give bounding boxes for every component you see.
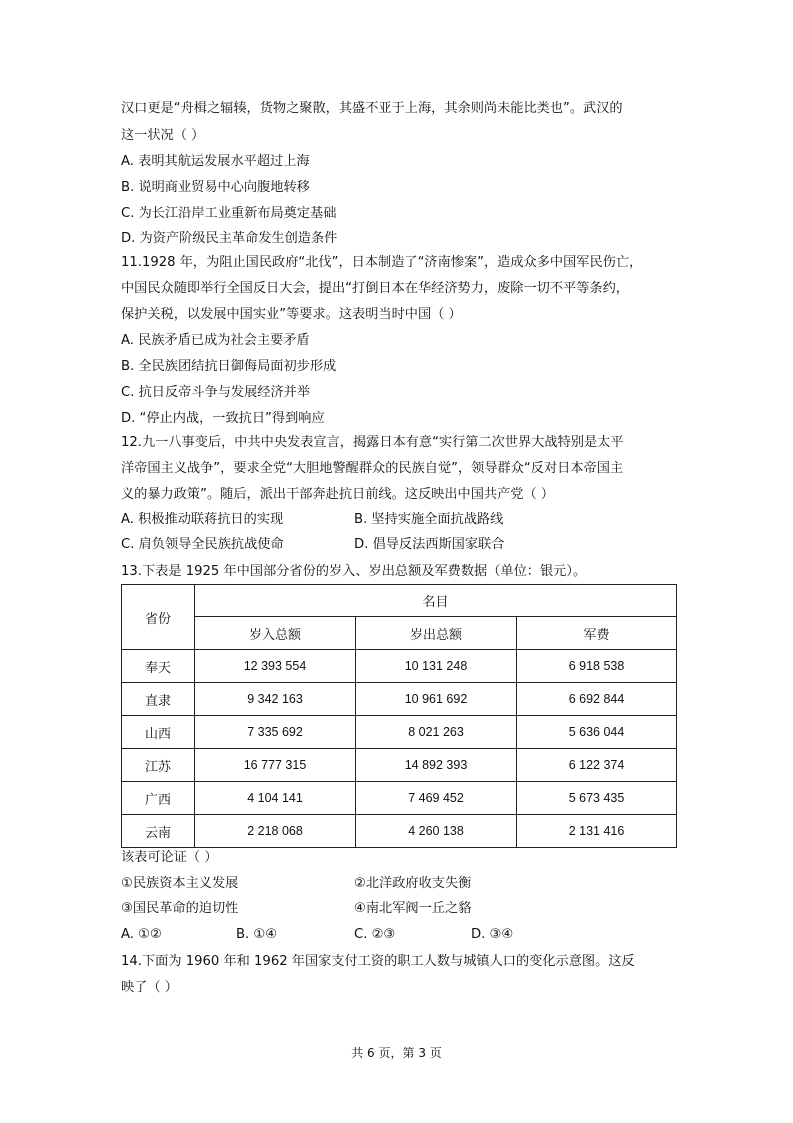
page-footer: 共 6 页，第 3 页 xyxy=(351,1046,442,1060)
provincial-finance-table xyxy=(121,584,677,848)
table-cell-expenditure: 8 021 263 xyxy=(356,716,517,749)
question-13-options-row xyxy=(121,922,677,947)
question-13-stem-line: 13.下表是 1925 年中国部分省份的岁入、岁出总额及军费数据（单位：银元）。 xyxy=(121,564,587,579)
question-11-option-b: B. 全民族团结抗日御侮局面初步形成 xyxy=(121,359,337,374)
question-13-stem xyxy=(121,562,677,582)
table-cell-military: 5 636 044 xyxy=(517,716,677,749)
table-row xyxy=(122,782,677,815)
question-10-option-c: C. 为长江沿岸工业重新布局奠定基础 xyxy=(121,206,337,221)
question-14-stem-line-1: 14.下面为 1960 年和 1962 年国家支付工资的职工人数与城镇人口的变化示意图。这反 xyxy=(121,954,635,969)
table-cell-revenue: 7 335 692 xyxy=(195,716,356,749)
question-13-statements-row-2 xyxy=(121,896,677,921)
question-10-option-a: A. 表明其航运发展水平超过上海 xyxy=(121,154,310,169)
question-10-option-d: D. 为资产阶级民主革命发生创造条件 xyxy=(121,231,338,246)
question-10 xyxy=(121,99,677,249)
table-cell-revenue: 4 104 141 xyxy=(195,782,356,815)
question-13-option-b: B. ①④ xyxy=(236,927,278,942)
question-14-stem-line-2: 映了（ ） xyxy=(121,980,178,995)
table-cell-revenue: 2 218 068 xyxy=(195,815,356,848)
table-cell-military: 5 673 435 xyxy=(517,782,677,815)
question-12 xyxy=(121,433,677,557)
table-header-military: 军费 xyxy=(517,617,677,650)
table-row xyxy=(122,683,677,716)
question-13-option-d: D. ③④ xyxy=(471,927,514,942)
question-12-options-row-2 xyxy=(121,532,677,557)
question-11-stem-line-2: 中国民众随即举行全国反日大会，提出“打倒日本在华经济势力，废除一切不平等条约， xyxy=(121,281,629,296)
table-cell-expenditure: 10 961 692 xyxy=(356,683,517,716)
question-12-stem-line-1: 12.九一八事变后，中共中央发表宣言，揭露日本有意“实行第二次世界大战特别是太平 xyxy=(121,435,624,450)
table-cell-province: 江苏 xyxy=(122,749,195,782)
question-12-options-row-1 xyxy=(121,507,677,532)
question-11-option-c: C. 抗日反帝斗争与发展经济并举 xyxy=(121,385,311,400)
table-cell-province: 奉天 xyxy=(122,650,195,683)
question-14 xyxy=(121,952,677,998)
table-cell-expenditure: 14 892 393 xyxy=(356,749,517,782)
table-cell-revenue: 16 777 315 xyxy=(195,749,356,782)
question-12-option-c: C. 肩负领导全民族抗战使命 xyxy=(121,537,284,552)
table-row xyxy=(122,650,677,683)
question-12-stem-line-3: 义的暴力政策”。随后，派出干部奔赴抗日前线。这反映出中国共产党（ ） xyxy=(121,487,555,502)
question-11-option-a: A. 民族矛盾已成为社会主要矛盾 xyxy=(121,333,310,348)
question-12-stem-line-2: 洋帝国主义战争”，要求全党“大胆地警醒群众的民族自觉”，领导群众“反对日本帝国主 xyxy=(121,461,624,476)
table-cell-revenue: 9 342 163 xyxy=(195,683,356,716)
question-11-option-d: D. “停止内战，一致抗日”得到响应 xyxy=(121,411,325,426)
table-cell-expenditure: 10 131 248 xyxy=(356,650,517,683)
question-13-option-c: C. ②③ xyxy=(354,927,396,942)
question-11-stem-line-3: 保护关税，以发展中国实业”等要求。这表明当时中国（ ） xyxy=(121,307,462,322)
table-header-revenue: 岁入总额 xyxy=(195,617,356,650)
question-13-prompt: 该表可论证（ ） xyxy=(121,850,218,865)
table-cell-expenditure: 4 260 138 xyxy=(356,815,517,848)
question-13-statement-4: ④南北军阀一丘之貉 xyxy=(354,901,472,916)
table-cell-province: 山西 xyxy=(122,716,195,749)
table-cell-revenue: 12 393 554 xyxy=(195,650,356,683)
table-cell-military: 6 692 844 xyxy=(517,683,677,716)
question-13-statements-row-1 xyxy=(121,871,677,896)
table-header-expenditure: 岁出总额 xyxy=(356,617,517,650)
question-12-option-b: B. 坚持实施全面抗战路线 xyxy=(354,512,504,527)
table-cell-expenditure: 7 469 452 xyxy=(356,782,517,815)
question-11-stem-line-1: 11.1928 年，为阻止国民政府“北伐”，日本制造了“济南惨案”，造成众多中国军民伤亡， xyxy=(121,255,643,270)
table-cell-province: 云南 xyxy=(122,815,195,848)
question-13-statement-2: ②北洋政府收支失衡 xyxy=(354,876,472,891)
question-13-statement-3: ③国民革命的迫切性 xyxy=(121,901,239,916)
question-10-stem-line-1: 汉口更是“舟楫之辐辏，货物之聚散，其盛不亚于上海，其余则尚未能比类也”。武汉的 xyxy=(121,101,623,116)
table-cell-province: 直隶 xyxy=(122,683,195,716)
table-row xyxy=(122,815,677,848)
table-cell-military: 6 122 374 xyxy=(517,749,677,782)
question-13-statement-1: ①民族资本主义发展 xyxy=(121,876,239,891)
table-row xyxy=(122,716,677,749)
table-cell-military: 2 131 416 xyxy=(517,815,677,848)
question-13-option-a: A. ①② xyxy=(121,927,162,942)
question-13-answers xyxy=(121,848,677,947)
table-cell-province: 广西 xyxy=(122,782,195,815)
table-cell-military: 6 918 538 xyxy=(517,650,677,683)
table-row xyxy=(122,749,677,782)
question-12-option-a: A. 积极推动联蒋抗日的实现 xyxy=(121,512,284,527)
question-11 xyxy=(121,253,677,429)
table-header-group: 名目 xyxy=(195,585,677,617)
question-10-option-b: B. 说明商业贸易中心向腹地转移 xyxy=(121,180,310,195)
question-10-stem-line-2: 这一状况（ ） xyxy=(121,128,205,143)
question-12-option-d: D. 倡导反法西斯国家联合 xyxy=(354,537,505,552)
table-header-province: 省份 xyxy=(122,585,195,650)
